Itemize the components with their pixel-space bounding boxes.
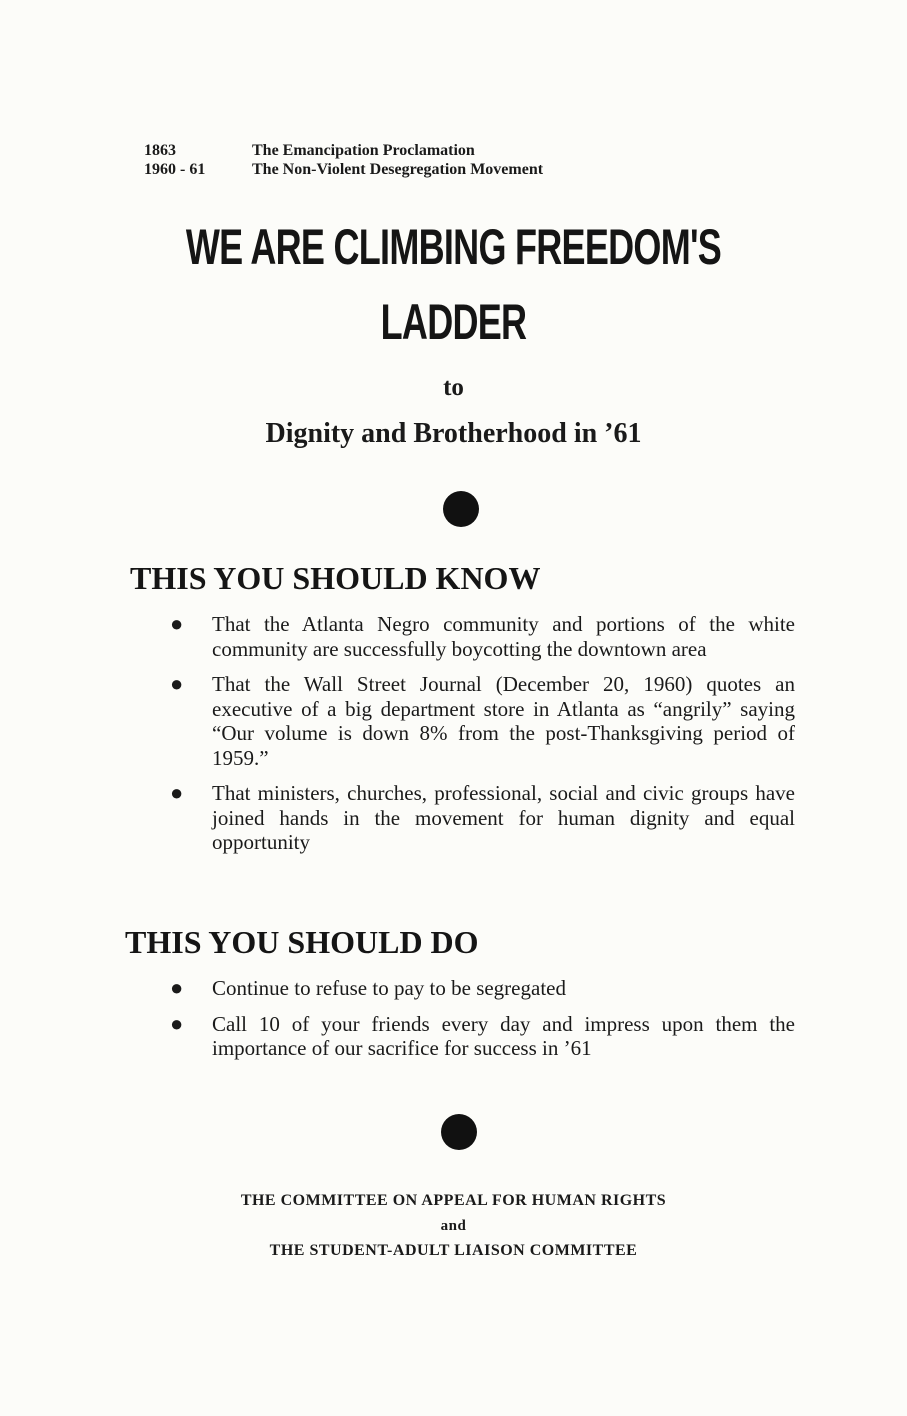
- footer-and: and: [440, 1218, 467, 1234]
- list-item: [170, 1012, 795, 1061]
- timeline-row: [144, 160, 543, 179]
- subtitle: Dignity and Brotherhood in ’61: [265, 418, 642, 449]
- list-item-text: That ministers, churches, professional, social and civic groups have joined hands in the movement for human dignity and equal opportunity: [212, 781, 795, 854]
- separator-dot-icon: [441, 1114, 477, 1150]
- timeline-row: [144, 141, 543, 160]
- bullet-icon: ●: [170, 780, 184, 805]
- timeline-event: The Non-Violent Desegregation Movement: [252, 161, 544, 178]
- list-item-text: That the Wall Street Journal (December 20, 1960) quotes an executive of a big department store in Atlanta as “angrily” saying “Our volume is down 8% from the post-Thanksgiving period of 1959.”: [212, 672, 795, 770]
- list-item-text: That the Atlanta Negro community and portions of the white community are successfully boycotting the downtown area: [212, 612, 795, 661]
- bullet-icon: ●: [170, 975, 184, 1000]
- list-item: [170, 672, 795, 770]
- list-item-text: Call 10 of your friends every day and impress upon them the importance of our sacrifice for success in ’61: [212, 1011, 795, 1060]
- know-heading: THIS YOU SHOULD KNOW: [130, 560, 541, 596]
- bullet-icon: ●: [170, 1010, 184, 1036]
- separator-dot-icon: [443, 491, 479, 527]
- list-item: [170, 612, 795, 661]
- headline-line-2: LADDER: [380, 294, 527, 350]
- know-list: [170, 612, 795, 866]
- do-heading: THIS YOU SHOULD DO: [125, 924, 479, 960]
- headline-line-1: WE ARE CLIMBING FREEDOM'S: [185, 219, 722, 275]
- list-item: [170, 976, 795, 1001]
- timeline: [144, 141, 543, 179]
- bullet-icon: ●: [170, 611, 184, 636]
- timeline-year: 1863: [144, 142, 176, 159]
- footer-committee-2: THE STUDENT-ADULT LIAISON COMMITTEE: [269, 1242, 638, 1259]
- footer-committee-1: THE COMMITTEE ON APPEAL FOR HUMAN RIGHTS: [240, 1192, 667, 1209]
- timeline-year: 1960 - 61: [144, 161, 206, 178]
- bullet-icon: ●: [170, 671, 184, 696]
- timeline-event: The Emancipation Proclamation: [252, 142, 475, 159]
- list-item-text: Continue to refuse to pay to be segregated: [212, 976, 566, 1000]
- connector-word: to: [443, 374, 464, 401]
- do-list: [170, 976, 795, 1072]
- list-item: [170, 781, 795, 855]
